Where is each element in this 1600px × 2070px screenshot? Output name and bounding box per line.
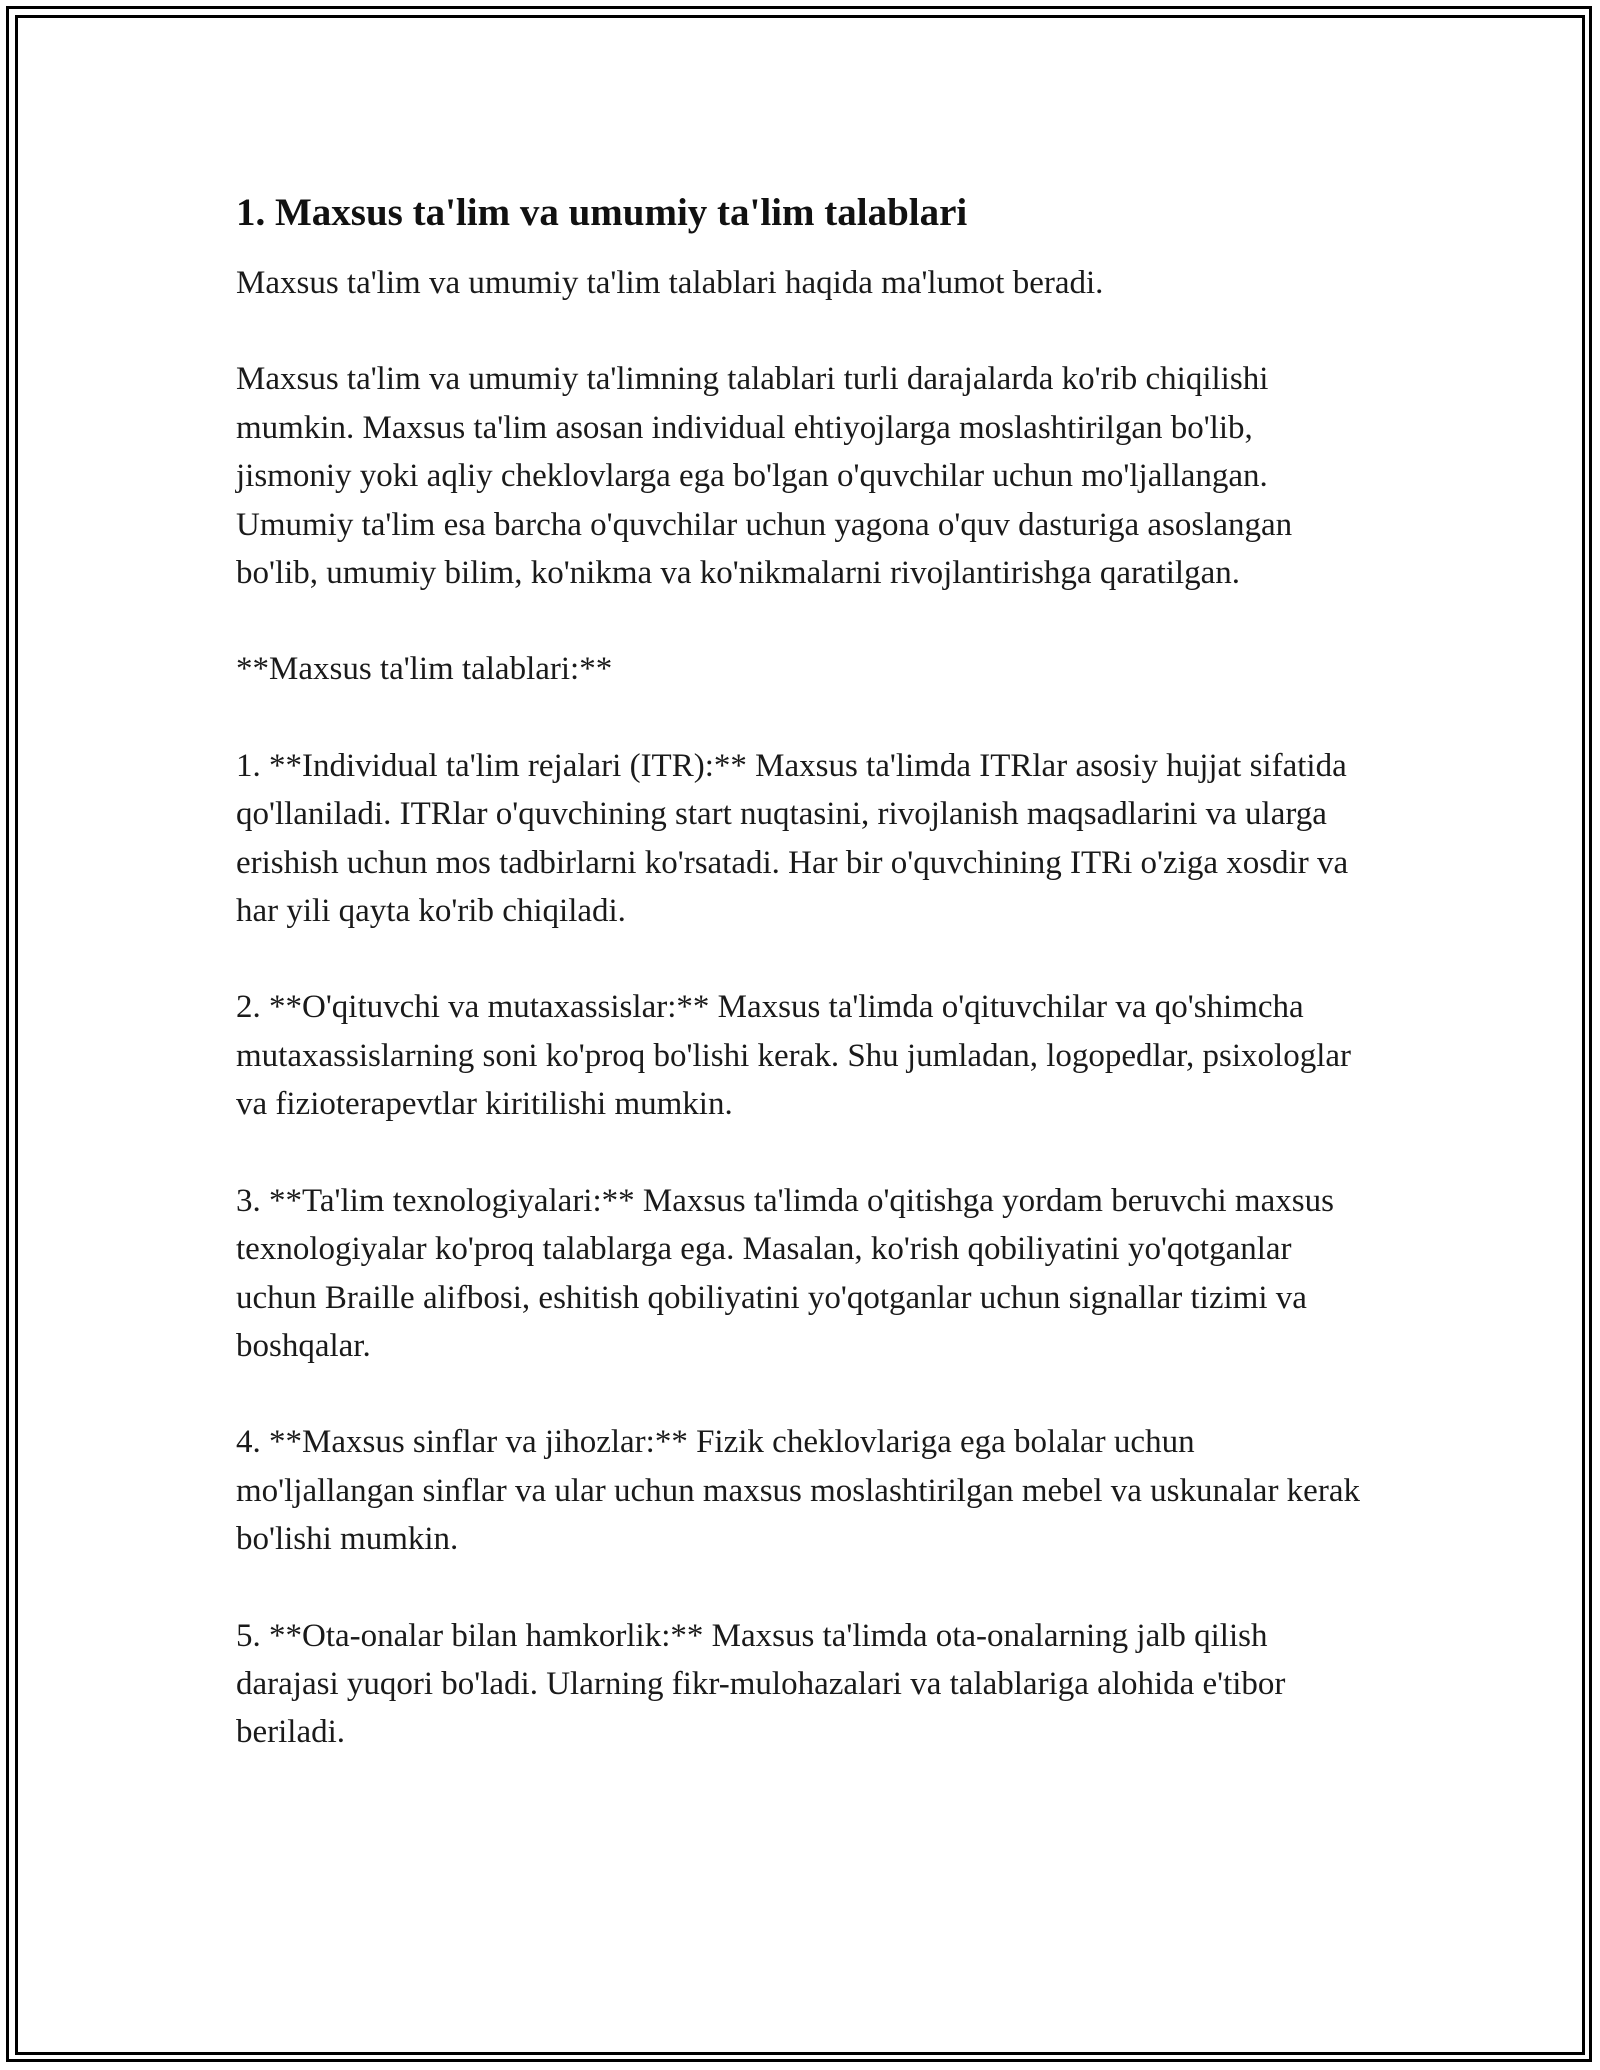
list-item: 5. **Ota-onalar bilan hamkorlik:** Maxsus ta'limda ota-onalarning jalb qilish darajasi yuqori bo'ladi. Ularning fikr-mulohazalari va talablariga alohida e'tibor beriladi. (236, 1617, 1286, 1751)
paragraph-intro: Maxsus ta'lim va umumiy ta'lim talablari haqida ma'lumot beradi. (236, 265, 1104, 301)
list-item: 1. **Individual ta'lim rejalari (ITR):** Maxsus ta'limda ITRlar asosiy hujjat sifatida qo'llaniladi. ITRlar o'quvchining start nuqtasini, rivojlanish maqsadlarini va ularga erishish uchun mos tadbirlarni ko'rsatadi. Har bir o'quvchining ITRi o'ziga xosdir va har yili qayta ko'rib chiqiladi. (236, 747, 1349, 930)
list-item: 4. **Maxsus sinflar va jihozlar:** Fizik cheklovlariga ega bolalar uchun mo'ljallangan sinflar va ular uchun maxsus moslashtirilgan mebel va uskunalar kerak bo'lishi mumkin. (236, 1424, 1360, 1558)
document-title: 1. Maxsus ta'lim va umumiy ta'lim talablari (236, 191, 968, 234)
section-heading: **Maxsus ta'lim talablari:** (236, 651, 613, 688)
list-item: 2. **O'qituvchi va mutaxassislar:** Maxsus ta'limda o'qituvchilar va qo'shimcha mutaxassislarning soni ko'proq bo'lishi kerak. Shu jumladan, logopedlar, psixologlar va fizioterapevtlar kiritilishi mumkin. (236, 989, 1352, 1123)
paragraph-overview: Maxsus ta'lim va umumiy ta'limning talablari turli darajalarda ko'rib chiqilishi mumkin. Maxsus ta'lim asosan individual ehtiyojlarga moslashtirilgan bo'lib, jismoniy yoki aqliy cheklovlarga ega bo'lgan o'quvchilar uchun mo'ljallangan. Umumiy ta'lim esa barcha o'quvchilar uchun yagona o'quv dasturiga asoslangan bo'lib, umumiy bilim, ko'nikma va ko'nikmalarni rivojlantirishga qaratilgan. (236, 361, 1293, 592)
list-item: 3. **Ta'lim texnologiyalari:** Maxsus ta'limda o'qitishga yordam beruvchi maxsus texnologiyalar ko'proq talablarga ega. Masalan, ko'rish qobiliyatini yo'qotganlar uchun Braille alifbosi, eshitish qobiliyatini yo'qotganlar uchun signallar tizimi va boshqalar. (236, 1182, 1334, 1364)
document-body (236, 185, 1366, 1805)
